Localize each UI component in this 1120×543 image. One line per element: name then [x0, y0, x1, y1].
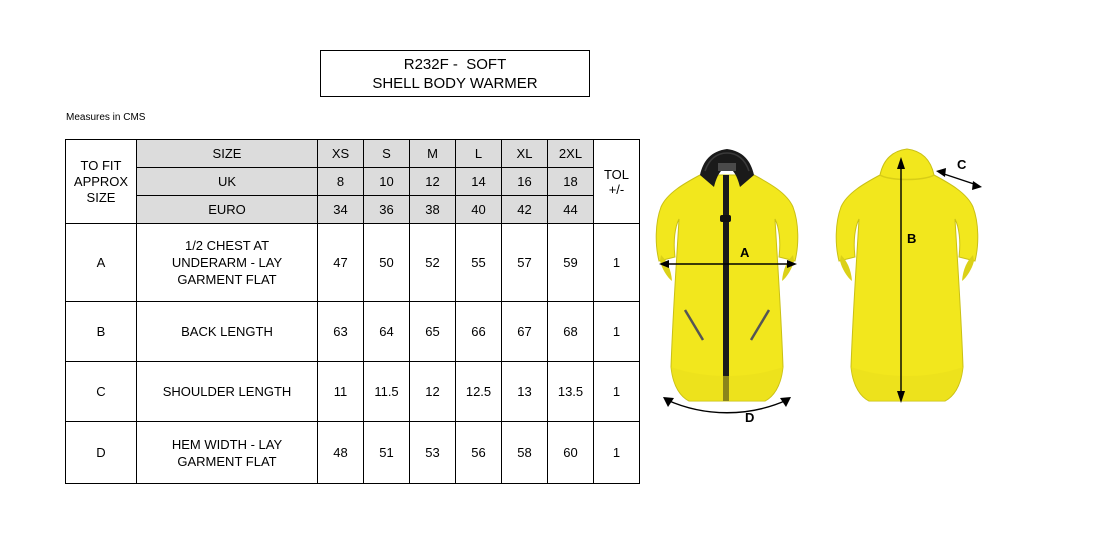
value-b-xl: 67 — [502, 302, 548, 362]
tol-d: 1 — [594, 422, 640, 484]
desc-c-line-1: SHOULDER LENGTH — [162, 384, 292, 399]
size-2xl: 2XL — [548, 140, 594, 168]
size-m: M — [410, 140, 456, 168]
value-a-m: 52 — [410, 224, 456, 302]
desc-b-line-1: BACK LENGTH — [181, 324, 273, 339]
euro-2xl: 44 — [548, 196, 594, 224]
label-a: A — [740, 245, 750, 260]
to-fit-line-1: TO FIT — [80, 157, 122, 173]
table-row-size — [66, 140, 640, 168]
value-d-2xl: 60 — [548, 422, 594, 484]
euro-m: 38 — [410, 196, 456, 224]
measure-code-b: B — [66, 302, 137, 362]
size-chart-table — [65, 139, 640, 484]
euro-l: 40 — [456, 196, 502, 224]
value-d-m: 53 — [410, 422, 456, 484]
measure-desc-a — [137, 224, 318, 302]
table-row — [66, 302, 640, 362]
collar-label — [718, 163, 736, 171]
back-view — [836, 149, 978, 401]
table-row — [66, 224, 640, 302]
uk-m: 12 — [410, 168, 456, 196]
title-box — [320, 50, 590, 97]
value-d-xs: 48 — [318, 422, 364, 484]
value-c-m: 12 — [410, 362, 456, 422]
measure-desc-d — [137, 422, 318, 484]
table-row-uk — [66, 168, 640, 196]
value-b-xs: 63 — [318, 302, 364, 362]
front-zip — [723, 175, 729, 401]
size-xl: XL — [502, 140, 548, 168]
value-b-s: 64 — [364, 302, 410, 362]
value-a-xl: 57 — [502, 224, 548, 302]
tol-c: 1 — [594, 362, 640, 422]
to-fit-line-3: SIZE — [86, 189, 116, 205]
label-b: B — [907, 231, 917, 246]
tol-a: 1 — [594, 224, 640, 302]
tol-b: 1 — [594, 302, 640, 362]
uk-s: 10 — [364, 168, 410, 196]
garment-diagrams — [645, 135, 1005, 425]
title-line-1: R232F - SOFT — [403, 55, 507, 73]
value-c-l: 12.5 — [456, 362, 502, 422]
value-c-2xl: 13.5 — [548, 362, 594, 422]
value-b-m: 65 — [410, 302, 456, 362]
header-label-size: SIZE — [137, 140, 318, 168]
measure-desc-c — [137, 362, 318, 422]
uk-2xl: 18 — [548, 168, 594, 196]
value-c-s: 11.5 — [364, 362, 410, 422]
desc-d-line-2: GARMENT FLAT — [177, 453, 277, 469]
back-body — [836, 149, 978, 401]
table-row-euro — [66, 196, 640, 224]
title-line-2: SHELL BODY WARMER — [372, 74, 538, 92]
size-xs: XS — [318, 140, 364, 168]
label-c: C — [957, 157, 967, 172]
front-view — [656, 149, 798, 401]
desc-a-line-3: GARMENT FLAT — [177, 272, 277, 287]
value-b-l: 66 — [456, 302, 502, 362]
value-d-xl: 58 — [502, 422, 548, 484]
uk-l: 14 — [456, 168, 502, 196]
table-row — [66, 362, 640, 422]
desc-d-line-1: HEM WIDTH - LAY — [171, 436, 283, 452]
value-d-l: 56 — [456, 422, 502, 484]
value-d-s: 51 — [364, 422, 410, 484]
value-a-2xl: 59 — [548, 224, 594, 302]
tolerance-header — [594, 140, 640, 224]
size-l: L — [456, 140, 502, 168]
table-row — [66, 422, 640, 484]
uk-xs: 8 — [318, 168, 364, 196]
label-d: D — [745, 410, 755, 425]
measure-code-a: A — [66, 224, 137, 302]
header-label-uk: UK — [137, 168, 318, 196]
measure-code-d: D — [66, 422, 137, 484]
euro-xs: 34 — [318, 196, 364, 224]
tol-line-2: +/- — [608, 181, 625, 197]
desc-a-line-2: UNDERARM - LAY — [171, 255, 283, 270]
to-fit-approx-size-header — [66, 140, 137, 224]
value-c-xs: 11 — [318, 362, 364, 422]
header-label-euro: EURO — [137, 196, 318, 224]
measures-note: Measures in CMS — [66, 112, 146, 123]
value-a-s: 50 — [364, 224, 410, 302]
value-b-2xl: 68 — [548, 302, 594, 362]
desc-a-line-1: 1/2 CHEST AT — [184, 238, 270, 253]
tol-line-1: TOL — [603, 166, 630, 182]
euro-s: 36 — [364, 196, 410, 224]
value-a-xs: 47 — [318, 224, 364, 302]
value-c-xl: 13 — [502, 362, 548, 422]
zip-pull — [720, 215, 731, 222]
size-s: S — [364, 140, 410, 168]
bodywarmer-illustration — [645, 135, 1005, 425]
value-a-l: 55 — [456, 224, 502, 302]
to-fit-line-2: APPROX — [73, 173, 129, 189]
measure-code-c: C — [66, 362, 137, 422]
uk-xl: 16 — [502, 168, 548, 196]
euro-xl: 42 — [502, 196, 548, 224]
measure-desc-b — [137, 302, 318, 362]
